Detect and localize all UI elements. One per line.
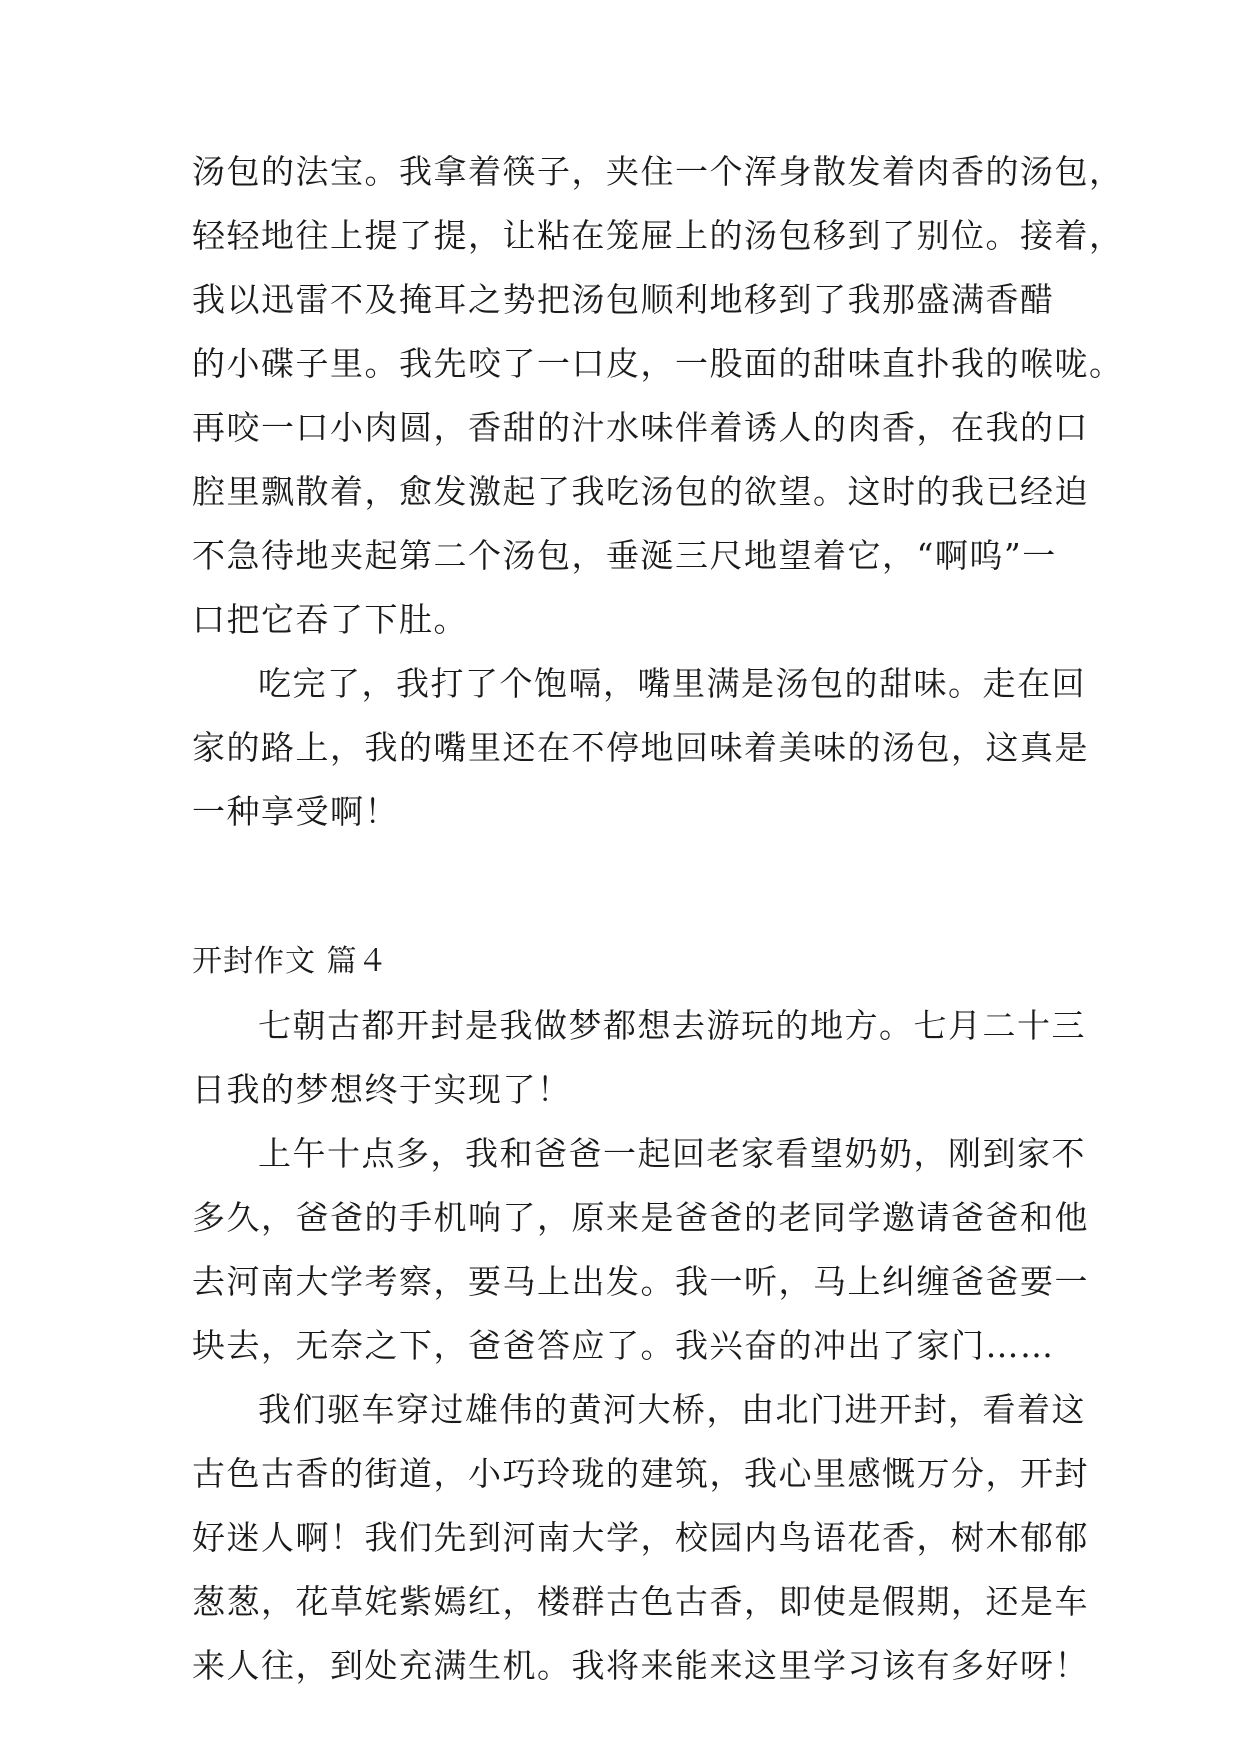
paragraph-kaifeng-intro	[192, 994, 1086, 1122]
section-heading: 开封作文 篇４	[192, 944, 389, 979]
text-line: 我们驱车穿过雄伟的黄河大桥，由北门进开封，看着这	[258, 1390, 1086, 1429]
section-spacer	[192, 844, 1072, 930]
text-line: 吃完了，我打了个饱嗝，嘴里满是汤包的甜味。走在回	[258, 664, 1086, 703]
text-line: 古色古香的街道，小巧玲珑的建筑，我心里感慨万分，开封	[192, 1454, 1089, 1493]
text-line: 日我的梦想终于实现了！	[192, 1070, 572, 1109]
text-line: 好迷人啊！我们先到河南大学，校园内鸟语花香，树木郁郁	[192, 1518, 1089, 1557]
text-line: 去河南大学考察，要马上出发。我一听，马上纠缠爸爸要一	[192, 1262, 1089, 1301]
text-line: 轻轻地往上提了提，让粘在笼屉上的汤包移到了别位。接着，	[192, 216, 1124, 255]
text-line: 七朝古都开封是我做梦都想去游玩的地方。七月二十三	[258, 1006, 1086, 1045]
paragraph-after-eating	[192, 652, 1089, 844]
text-line: 不急待地夹起第二个汤包，垂涎三尺地望着它，“啊呜”一	[192, 536, 1057, 575]
text-line: 汤包的法宝。我拿着筷子，夹住一个浑身散发着肉香的汤包，	[192, 152, 1124, 191]
text-line: 一种享受啊！	[192, 792, 399, 831]
text-line: 来人往，到处充满生机。我将来能来这里学习该有多好呀！	[192, 1646, 1089, 1685]
text-line: 口把它吞了下肚。	[192, 600, 468, 639]
text-line: 葱葱，花草姹紫嫣红，楼群古色古香，即使是假期，还是车	[192, 1582, 1089, 1621]
paragraph-morning-trip	[192, 1122, 1089, 1378]
text-line: 多久，爸爸的手机响了，原来是爸爸的老同学邀请爸爸和他	[192, 1198, 1089, 1237]
text-line: 再咬一口小肉圆，香甜的汁水味伴着诱人的肉香，在我的口	[192, 408, 1089, 447]
text-line: 的小碟子里。我先咬了一口皮，一股面的甜味直扑我的喉咙。	[192, 344, 1124, 383]
text-line: 家的路上，我的嘴里还在不停地回味着美味的汤包，这真是	[192, 728, 1089, 767]
text-line: 上午十点多，我和爸爸一起回老家看望奶奶，刚到家不	[258, 1134, 1086, 1173]
text-line: 我以迅雷不及掩耳之势把汤包顺利地移到了我那盛满香醋	[192, 280, 1055, 319]
paragraph-tangbao-eating	[192, 140, 1124, 652]
text-line: 块去，无奈之下，爸爸答应了。我兴奋的冲出了家门……	[192, 1326, 1055, 1365]
text-line: 腔里飘散着，愈发激起了我吃汤包的欲望。这时的我已经迫	[192, 472, 1089, 511]
document-page	[192, 140, 1124, 1698]
paragraph-henan-university	[192, 1378, 1089, 1698]
